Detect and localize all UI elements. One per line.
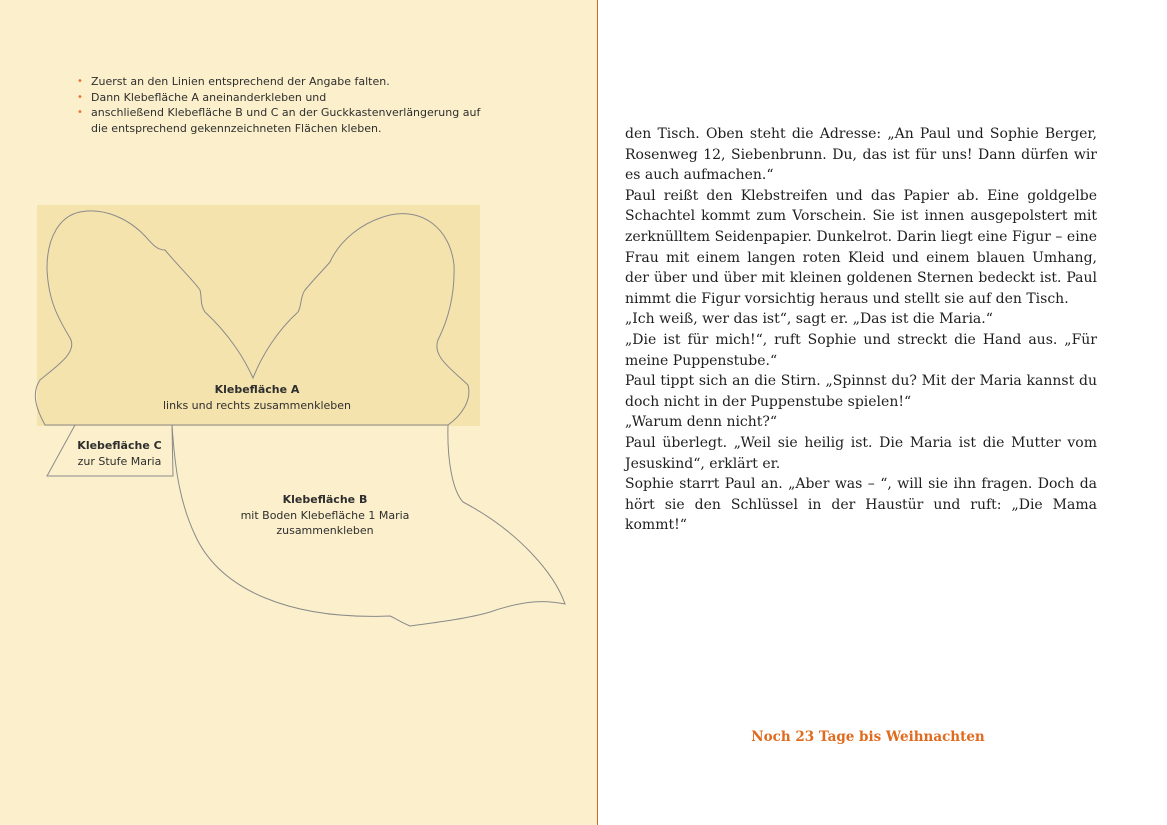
story-paragraph: Paul tippt sich an die Stirn. „Spinnst du? Mit der Maria kannst du doch nicht in der Puppenstube spielen!“: [625, 373, 1097, 410]
story-paragraph: Paul reißt den Klebstreifen und das Papier ab. Eine goldgelbe Schachtel kommt zum Vorschein. Sie ist innen ausgepolstert mit zerknülltem Seidenpapier. Dunkelrot. Darin liegt eine Figur – eine Frau mit einem langen roten Kleid und einem blauen Umhang, der über und über mit kleinen goldenen Sternen bedeckt ist. Paul nimmt die Figur vorsichtig heraus und stellt sie auf den Tisch.: [625, 187, 1097, 307]
right-page: [598, 0, 1167, 825]
glue-area-b-text-2: zusammenkleben: [276, 524, 374, 537]
glue-area-a-label: [112, 382, 402, 413]
glue-area-c-label: [62, 438, 177, 469]
glue-area-b-label: [200, 492, 450, 539]
glue-area-b-text-1: mit Boden Klebefläche 1 Maria: [240, 508, 410, 522]
instruction-item: • Zuerst an den Linien entsprechend der Angabe falten.: [77, 74, 497, 90]
story-paragraph: „Die ist für mich!“, ruft Sophie und streckt die Hand aus. „Für meine Puppenstube.“: [625, 331, 1097, 369]
glue-area-b-title: Klebefläche B: [282, 493, 368, 506]
story-paragraph: „Warum denn nicht?“: [625, 414, 778, 431]
story-paragraph: „Ich weiß, wer das ist“, sagt er. „Das ist die Maria.“: [625, 311, 993, 328]
instruction-item: • anschließend Klebefläche B und C an der Guckkastenverlängerung auf die entsprechend gekennzeichneten Flächen kleben.: [77, 105, 497, 136]
story-paragraph: Sophie starrt Paul an. „Aber was – “, will sie ihn fragen. Doch da hört sie den Schlüssel in der Haustür und ruft: „Die Mama kommt!“: [625, 476, 1097, 534]
story-paragraph: den Tisch. Oben steht die Adresse: „An Paul und Sophie Berger, Rosenweg 12, Siebenbrunn. Du, das ist für uns! Dann dürfen wir es auch aufmachen.“: [625, 126, 1097, 184]
glue-area-c-text: zur Stufe Maria: [77, 454, 162, 468]
instruction-item: • Dann Klebefläche A aneinanderkleben und: [77, 90, 497, 106]
glue-area-c-title: Klebefläche C: [77, 439, 162, 452]
glue-area-a-text: links und rechts zusammenkleben: [162, 398, 351, 412]
glue-area-a-title: Klebefläche A: [214, 383, 300, 396]
story-text: [625, 124, 1097, 536]
story-paragraph: Paul überlegt. „Weil sie heilig ist. Die Maria ist die Mutter vom Jesuskind“, erklärt er.: [625, 434, 1097, 472]
advent-countdown: Noch 23 Tage bis Weihnachten: [751, 729, 985, 745]
